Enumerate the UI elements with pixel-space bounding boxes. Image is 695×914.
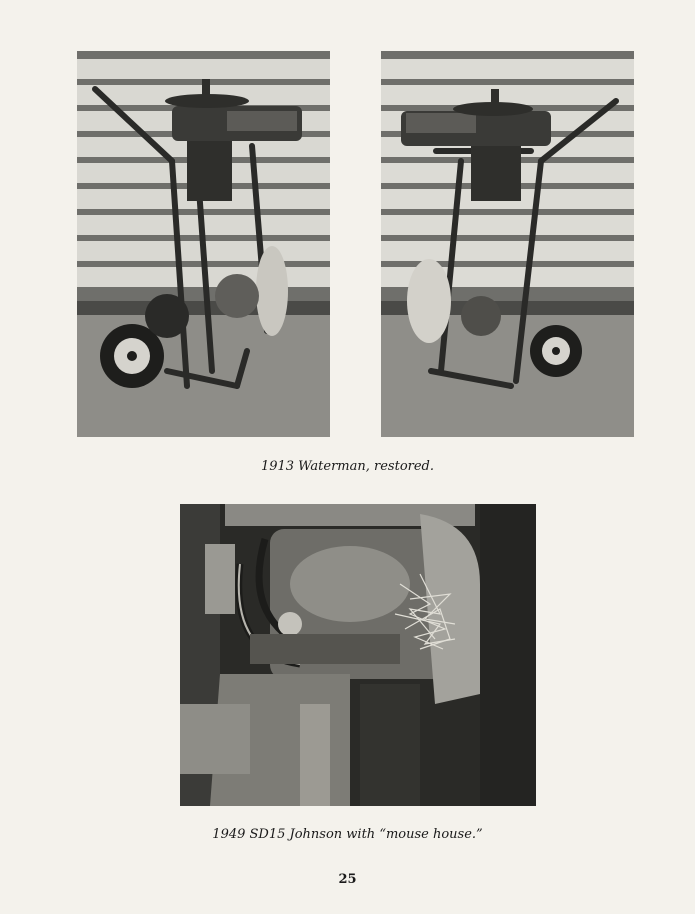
motor-photo-icon — [381, 51, 634, 437]
engine-photo-icon — [180, 504, 536, 806]
page-number: 25 — [338, 872, 357, 887]
motor-photo-icon — [77, 51, 330, 437]
caption-johnson: 1949 SD15 Johnson with “mouse house.” — [212, 827, 483, 842]
photo-waterman-right — [381, 51, 634, 437]
photo-johnson-engine — [180, 504, 536, 806]
photo-waterman-left — [77, 51, 330, 437]
caption-waterman: 1913 Waterman, restored. — [260, 459, 435, 474]
